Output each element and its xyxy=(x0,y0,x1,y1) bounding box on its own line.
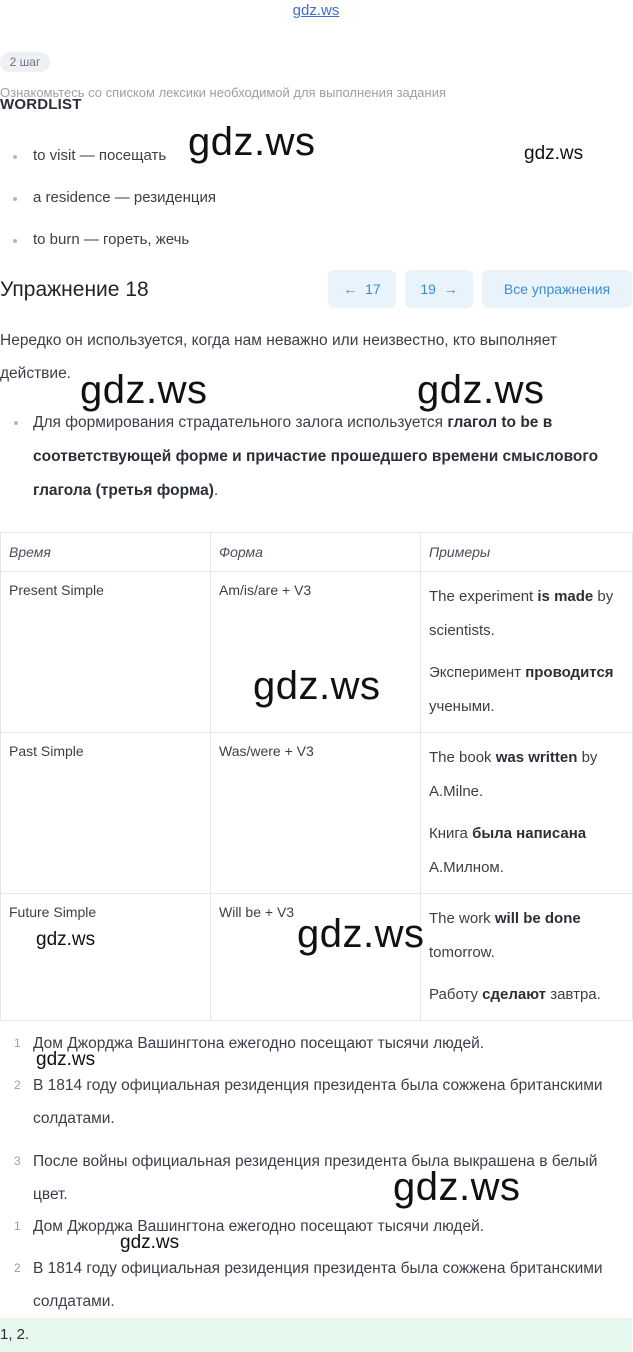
tense-cell: Future Simple xyxy=(1,894,211,1021)
wordlist-title: WORDLIST xyxy=(0,96,82,113)
intro-paragraph: Нередко он используется, когда нам неважно или неизвестно, кто выполняет действие. xyxy=(0,332,557,382)
table-header-row xyxy=(1,533,633,572)
list-item: 5. 2 В 1814 году официальная резиденция президента была сожжена британскими солдатами. xyxy=(0,1252,632,1318)
table-row xyxy=(1,733,633,894)
rule-suffix: . xyxy=(213,482,219,499)
watermark: gdz.ws xyxy=(120,1232,180,1253)
next-exercise-label: 19 xyxy=(420,281,436,297)
clipped-text: Ознакомьтесь со списком лексики необходимой для выполнения задания xyxy=(0,85,447,100)
watermark: gdz.ws xyxy=(417,368,545,412)
watermark: gdz.ws xyxy=(524,143,584,164)
table-header: Примеры xyxy=(421,533,633,572)
table-header: Время xyxy=(1,533,211,572)
form-cell: Was/were + V3 xyxy=(211,733,421,894)
watermark: gdz.ws xyxy=(36,1049,96,1070)
prev-exercise-label: 17 xyxy=(365,281,381,297)
answer-box: 1, 2. xyxy=(0,1318,632,1352)
watermark: gdz.ws xyxy=(80,368,208,412)
example-en: The book was written by A.Milne. xyxy=(429,749,598,800)
example-ru: Книга была написана А.Милном. xyxy=(429,825,587,876)
examples-cell xyxy=(421,572,633,733)
list-item: 3. 3 После войны официальная резиденция президента была выкрашена в белый цвет. xyxy=(0,1145,632,1211)
table-header: Форма xyxy=(211,533,421,572)
tense-cell: Past Simple xyxy=(1,733,211,894)
watermark: gdz.ws xyxy=(188,120,316,164)
step-badge: 2 шаг xyxy=(0,52,50,72)
arrow-right-icon: → xyxy=(443,281,458,297)
watermark: gdz.ws xyxy=(36,929,96,950)
example-ru: Эксперимент проводится учеными. xyxy=(429,664,614,715)
next-exercise-button[interactable] xyxy=(405,270,473,308)
example-en: The work will be done tomorrow. xyxy=(429,910,581,961)
all-exercises-button[interactable]: Все упражнения xyxy=(482,270,632,308)
wordlist-item: to visit — посещать xyxy=(14,147,166,164)
form-cell: Am/is/are + V3 xyxy=(211,572,421,733)
site-header-link[interactable]: gdz.ws xyxy=(292,2,340,19)
tense-cell: Present Simple xyxy=(1,572,211,733)
list-item: 1. 1 Дом Джорджа Вашингтона ежегодно посещают тысячи людей. xyxy=(0,1027,632,1060)
watermark: gdz.ws xyxy=(253,664,381,708)
examples-cell xyxy=(421,894,633,1021)
rule-prefix: Для формирования страдательного залога используется xyxy=(33,414,448,431)
rule-bold: глагол to be в соответствующей форме и причастие прошедшего времени смыслового глагола (третья форма) xyxy=(33,414,599,499)
examples-cell xyxy=(421,733,633,894)
watermark: gdz.ws xyxy=(393,1165,521,1209)
exercise-title: Упражнение 18 xyxy=(0,278,149,301)
example-ru: Работу сделают завтра. xyxy=(429,986,601,1003)
example-en: The experiment is made by scientists. xyxy=(429,588,614,639)
rule-item xyxy=(14,406,630,508)
arrow-left-icon: ← xyxy=(343,281,358,297)
list-item: 4. 1 Дом Джорджа Вашингтона ежегодно посещают тысячи людей. xyxy=(0,1210,632,1243)
wordlist-item: to burn — гореть, жечь xyxy=(14,231,189,248)
prev-exercise-button[interactable] xyxy=(328,270,396,308)
form-cell: Will be + V3 xyxy=(211,894,421,1021)
list-item: 2. 2 В 1814 году официальная резиденция президента была сожжена британскими солдатами. xyxy=(0,1069,632,1135)
watermark: gdz.ws xyxy=(297,912,425,956)
wordlist-item: a residence — резиденция xyxy=(14,189,216,206)
